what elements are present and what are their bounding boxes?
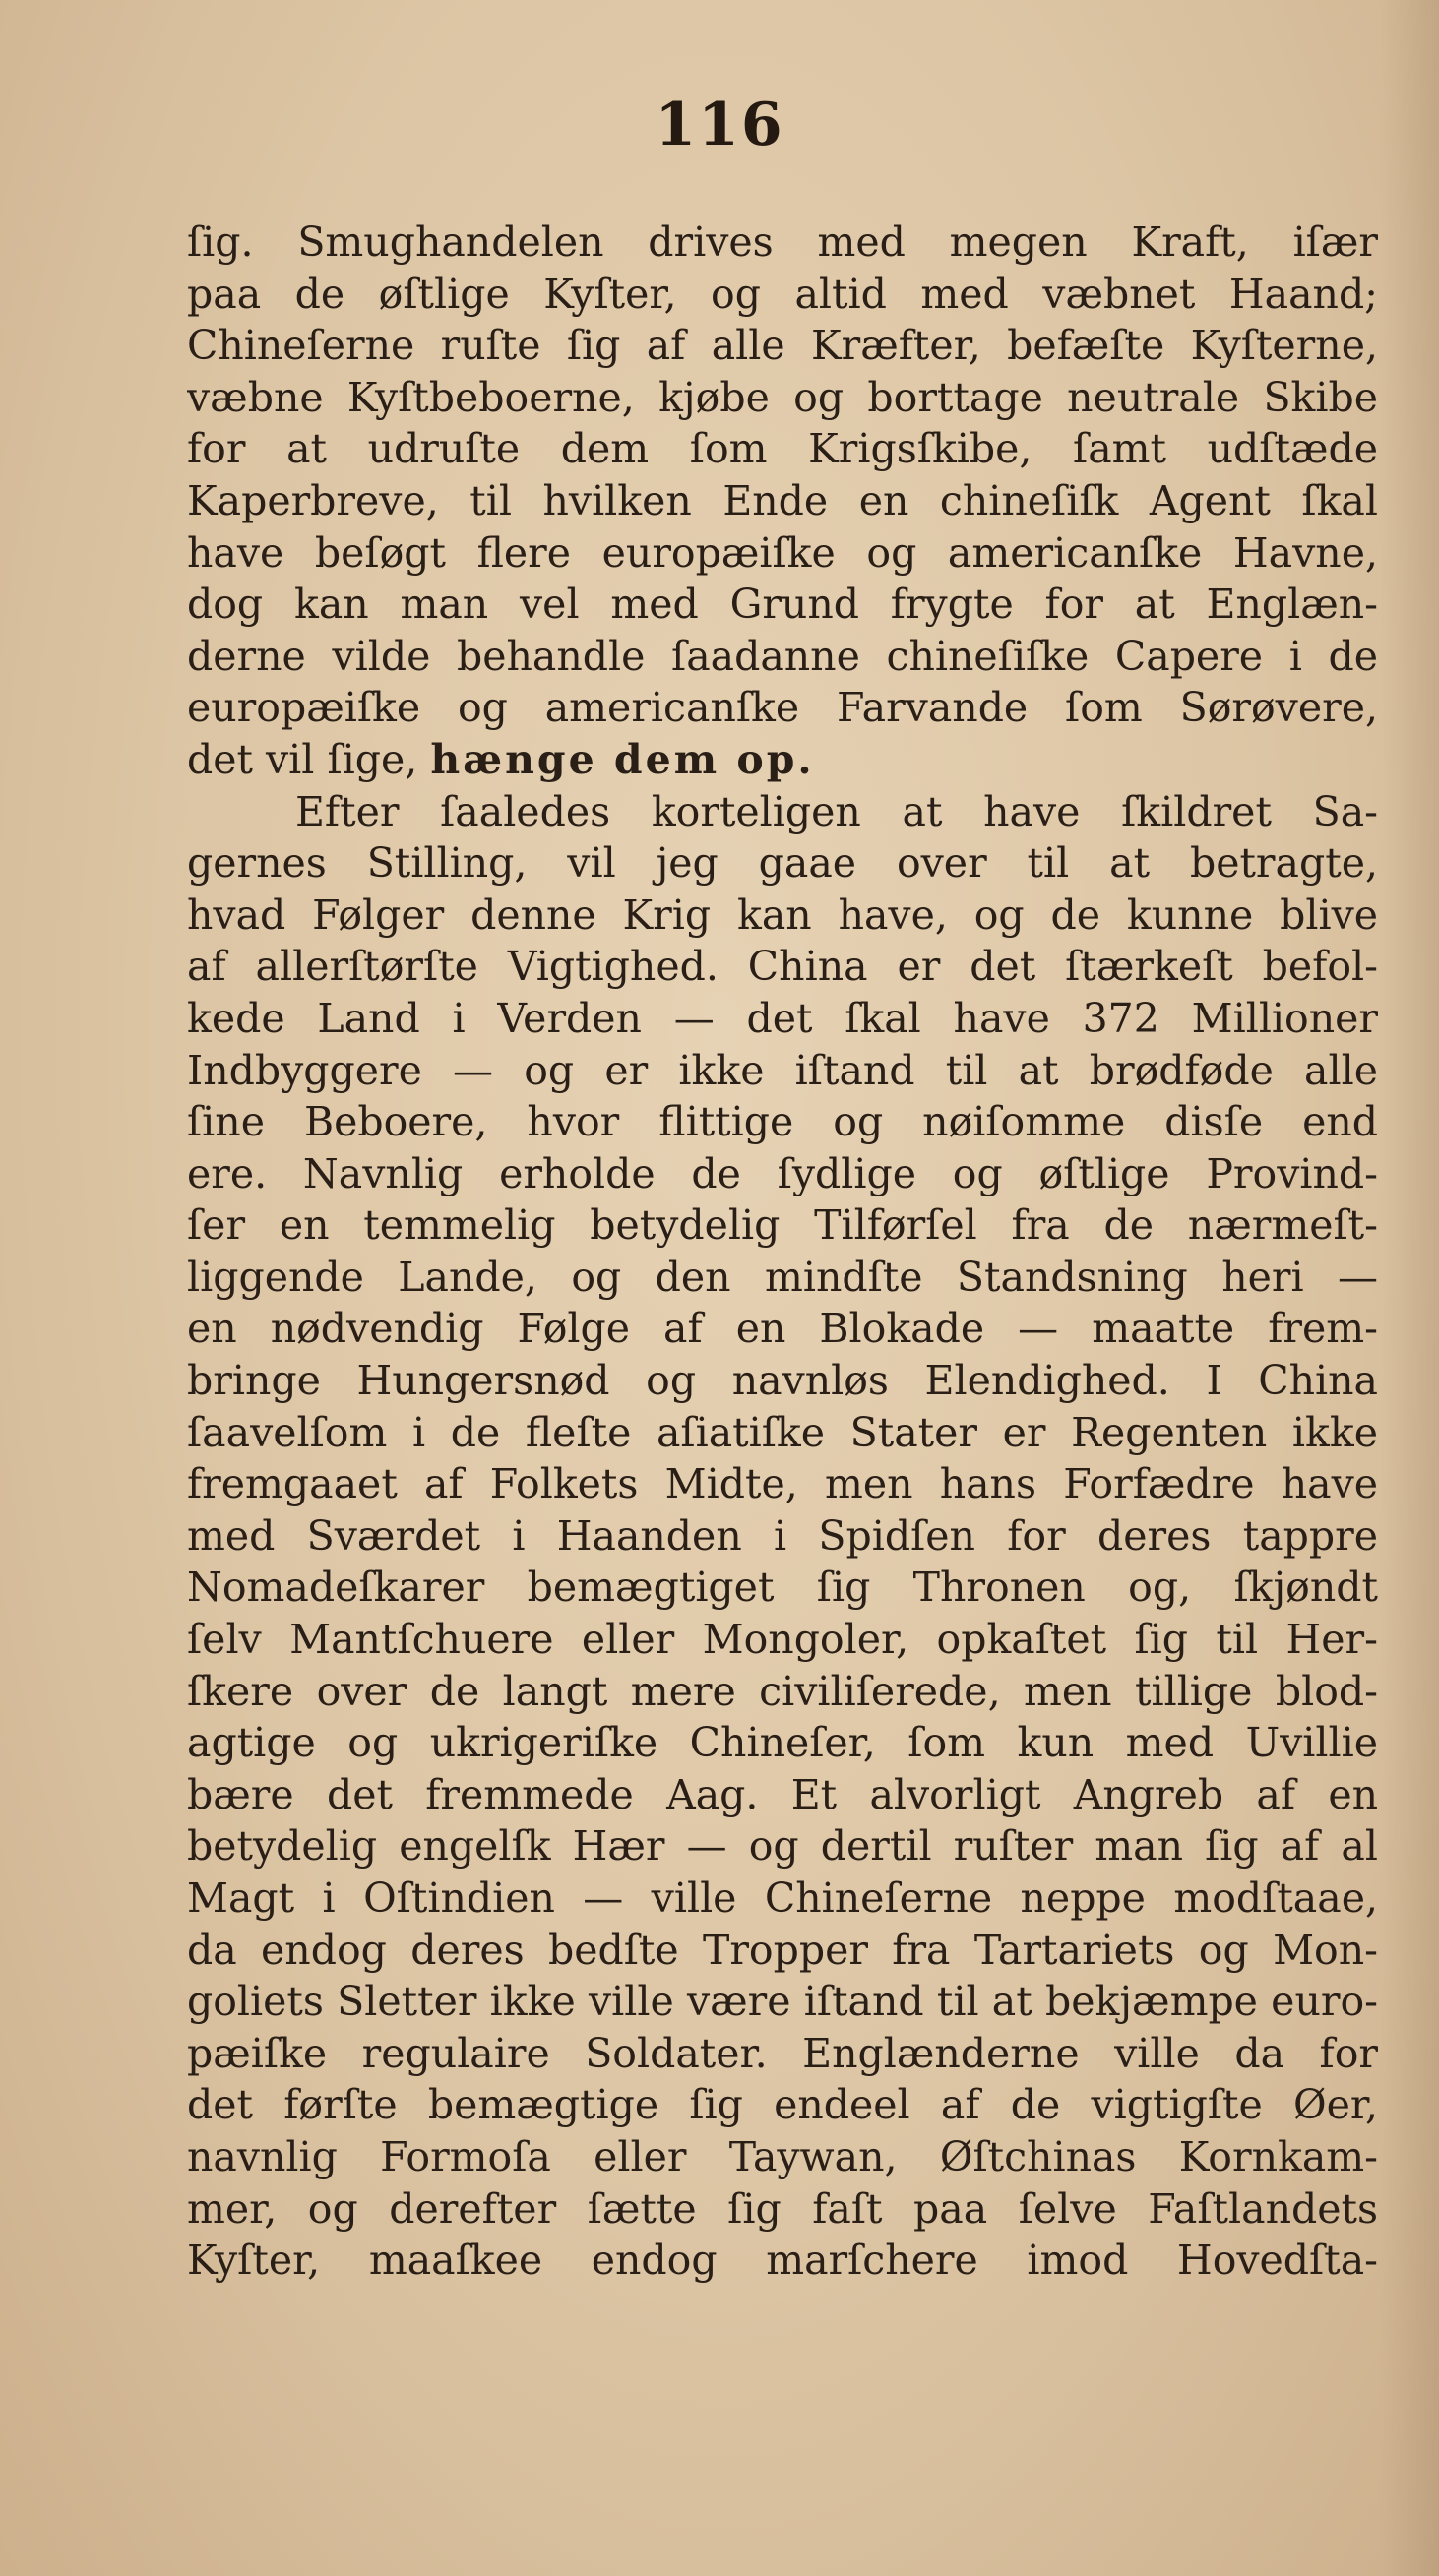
- text-line: [187, 320, 1378, 372]
- text-line: [187, 1303, 1378, 1355]
- text-line-content: Kyſter, maaſkee endog marſchere imod Hovedſta-: [187, 2237, 1378, 2285]
- text-line: [187, 889, 1378, 942]
- text-line: [187, 423, 1378, 475]
- text-line: [187, 941, 1378, 993]
- text-line-content: Efter ſaaledes korteligen at have ſkildret Sa-: [295, 787, 1378, 835]
- text-line: [187, 1355, 1378, 1407]
- text-line: [187, 993, 1378, 1045]
- text-line-content: det vil ſige,: [187, 735, 431, 783]
- text-line-content: ſelv Mantſchuere eller Mongoler, opkaſtet ſig til Her-: [187, 1616, 1378, 1664]
- text-line-content: gernes Stilling, vil jeg gaae over til at betragte,: [187, 839, 1378, 888]
- text-line-content: af allerſtørſte Vigtighed. China er det ſtærkeſt befol-: [187, 943, 1378, 991]
- text-line: [187, 1976, 1378, 2028]
- text-line-content: bære det fremmede Aag. Et alvorligt Angreb af en: [187, 1770, 1378, 1818]
- page-number: 116: [655, 91, 784, 159]
- text-line: [187, 1820, 1378, 1872]
- text-line: [187, 682, 1378, 734]
- text-line-content: agtige og ukrigeriſke Chineſer, ſom kun med Uvillie: [187, 1719, 1378, 1767]
- text-line: [187, 1872, 1378, 1925]
- text-line: [187, 2183, 1378, 2236]
- text-line: [187, 1148, 1378, 1200]
- text-line: [187, 372, 1378, 424]
- text-line-content: Nomadeſkarer bemægtiget ſig Thronen og, ſkjøndt: [187, 1564, 1378, 1612]
- text-line-content: Chineſerne ruſte ſig af alle Kræfter, befæſte Kyſterne,: [187, 322, 1378, 370]
- text-line-content: ſkere over de langt mere civiliſerede, men tillige blod-: [187, 1667, 1378, 1715]
- body-text: [187, 216, 1378, 2287]
- text-line: [187, 837, 1378, 889]
- text-line-content: betydelig engelſk Hær — og dertil ruſter man ſig af al: [187, 1822, 1378, 1871]
- text-line: [187, 1614, 1378, 1666]
- text-line: [187, 1717, 1378, 1769]
- text-line-content: med Sværdet i Haanden i Spidſen for deres tappre: [187, 1511, 1378, 1560]
- emphasized-phrase: hænge dem op.: [430, 735, 815, 783]
- text-line-content: goliets Sletter ikke ville være iſtand til at bekjæmpe euro-: [187, 1978, 1378, 2026]
- text-line-content: hvad Følger denne Krig kan have, og de kunne blive: [187, 890, 1378, 939]
- text-line: [187, 1510, 1378, 1563]
- text-line-content: ſaavelſom i de fleſte aſiatiſke Stater er Regenten ikke: [187, 1408, 1378, 1456]
- text-line-content: dog kan man vel med Grund frygte for at Englæn-: [187, 581, 1378, 629]
- text-line-content: væbne Kyſtbeboerne, kjøbe og borttage neutrale Skibe: [187, 373, 1378, 421]
- text-line-content: det førſte bemægtige ſig endeel af de vigtigſte Øer,: [187, 2081, 1378, 2129]
- text-line: [187, 2131, 1378, 2183]
- text-line-content: navnlig Formoſa eller Taywan, Øſtchinas Kornkam-: [187, 2132, 1378, 2180]
- text-line: [187, 269, 1378, 321]
- text-line-content: Indbyggere — og er ikke iſtand til at brødføde alle: [187, 1046, 1378, 1094]
- text-line-content: paa de øſtlige Kyſter, og altid med væbnet Haand;: [187, 270, 1378, 318]
- text-line: [187, 475, 1378, 527]
- text-line-content: en nødvendig Følge af en Blokade — maatte frem-: [187, 1305, 1378, 1353]
- text-line: [187, 1562, 1378, 1614]
- text-line: [187, 579, 1378, 631]
- text-line: [187, 734, 1378, 786]
- text-line: [187, 527, 1378, 580]
- text-line-content: pæiſke regulaire Soldater. Englænderne ville da for: [187, 2029, 1378, 2077]
- text-line: [187, 1666, 1378, 1718]
- text-line: [187, 786, 1378, 838]
- text-line-content: for at udruſte dem ſom Krigsſkibe, ſamt udſtæde: [187, 425, 1378, 473]
- text-line-content: ſine Beboere, hvor flittige og nøiſomme disſe end: [187, 1098, 1378, 1146]
- text-line: [187, 1458, 1378, 1510]
- text-line-content: liggende Lande, og den mindſte Standsning heri —: [187, 1253, 1378, 1301]
- text-line: [187, 1096, 1378, 1148]
- text-line-content: derne vilde behandle ſaadanne chineſiſke Capere i de: [187, 632, 1378, 680]
- text-line: [187, 1252, 1378, 1304]
- text-line: [187, 1925, 1378, 1977]
- text-line-content: kede Land i Verden — det ſkal have 372 Millioner: [187, 994, 1378, 1042]
- text-line-content: fremgaaet af Folkets Midte, men hans Forfædre have: [187, 1460, 1378, 1508]
- text-line-content: bringe Hungersnød og navnløs Elendighed. I China: [187, 1357, 1378, 1405]
- text-line: [187, 2235, 1378, 2287]
- text-line: [187, 631, 1378, 683]
- text-line: [187, 216, 1378, 269]
- text-line-content: europæiſke og americanſke Farvande ſom Sørøvere,: [187, 684, 1378, 732]
- text-line-content: ſig. Smughandelen drives med megen Kraft, iſær: [187, 218, 1378, 266]
- text-line-content: Kaperbreve, til hvilken Ende en chineſiſk Agent ſkal: [187, 476, 1378, 524]
- text-line-content: da endog deres bedſte Tropper fra Tartariets og Mon-: [187, 1926, 1378, 1974]
- text-line: [187, 1407, 1378, 1459]
- text-line-content: ere. Navnlig erholde de ſydlige og øſtlige Provind-: [187, 1149, 1378, 1197]
- text-line-content: ſer en temmelig betydelig Tilførſel fra de nærmeſt-: [187, 1201, 1378, 1250]
- text-line-content: have beſøgt flere europæiſke og americanſke Havne,: [187, 528, 1378, 577]
- text-line-content: Magt i Oſtindien — ville Chineſerne neppe modſtaae,: [187, 1874, 1378, 1922]
- text-line: [187, 2079, 1378, 2131]
- text-line-content: mer, og derefter ſætte ſig faſt paa ſelve Faſtlandets: [187, 2184, 1378, 2233]
- text-line: [187, 1199, 1378, 1252]
- text-line: [187, 2028, 1378, 2080]
- text-line: [187, 1769, 1378, 1821]
- text-line: [187, 1045, 1378, 1097]
